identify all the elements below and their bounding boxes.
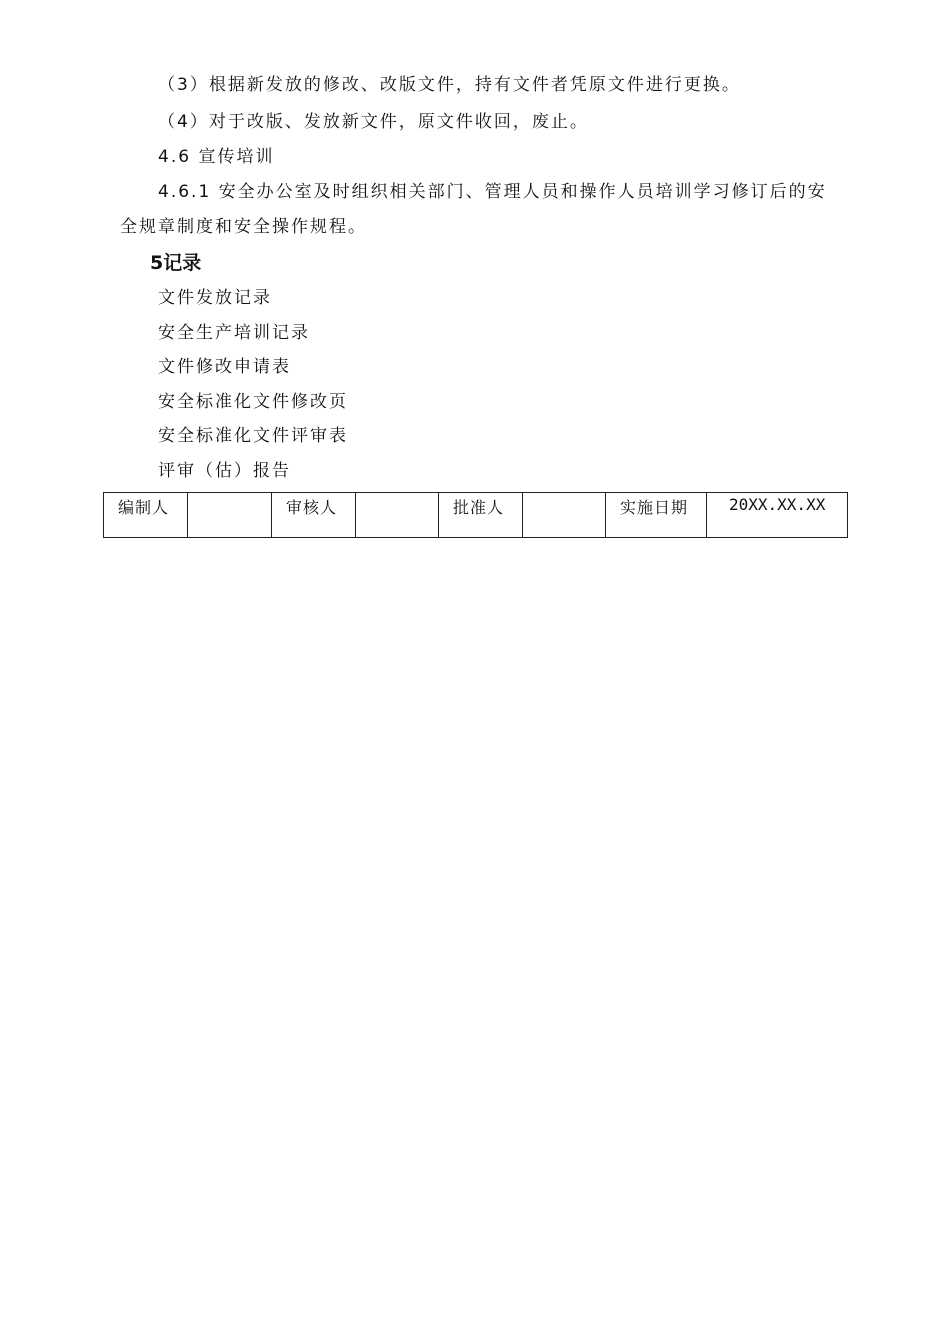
signoff-row — [104, 493, 848, 538]
date-value: 20XX.XX.XX — [707, 493, 848, 538]
record-item: 评审（估）报告 — [158, 461, 291, 481]
section-4-6-1-line-2: 全规章制度和安全操作规程。 — [120, 217, 367, 237]
section-4-6-1-line-1: 4.6.1 安全办公室及时组织相关部门、管理人员和操作人员培训学习修订后的安 — [158, 182, 827, 202]
reviewer-value — [356, 493, 439, 538]
approver-value — [523, 493, 606, 538]
section-4-6-title: 4.6 宣传培训 — [158, 147, 275, 167]
record-item: 文件发放记录 — [158, 288, 272, 308]
records-heading: 5记录 — [150, 252, 202, 274]
compiler-value — [188, 493, 272, 538]
record-item: 文件修改申请表 — [158, 357, 291, 377]
paragraph-item-3: （3）根据新发放的修改、改版文件，持有文件者凭原文件进行更换。 — [158, 75, 741, 95]
compiler-label: 编制人 — [104, 493, 188, 538]
record-item: 安全生产培训记录 — [158, 323, 310, 343]
signoff-table — [103, 492, 848, 538]
reviewer-label: 审核人 — [272, 493, 356, 538]
approver-label: 批准人 — [439, 493, 523, 538]
record-item: 安全标准化文件评审表 — [158, 426, 348, 446]
date-label: 实施日期 — [606, 493, 707, 538]
record-item: 安全标准化文件修改页 — [158, 392, 348, 412]
paragraph-item-4: （4）对于改版、发放新文件，原文件收回，废止。 — [158, 112, 589, 132]
